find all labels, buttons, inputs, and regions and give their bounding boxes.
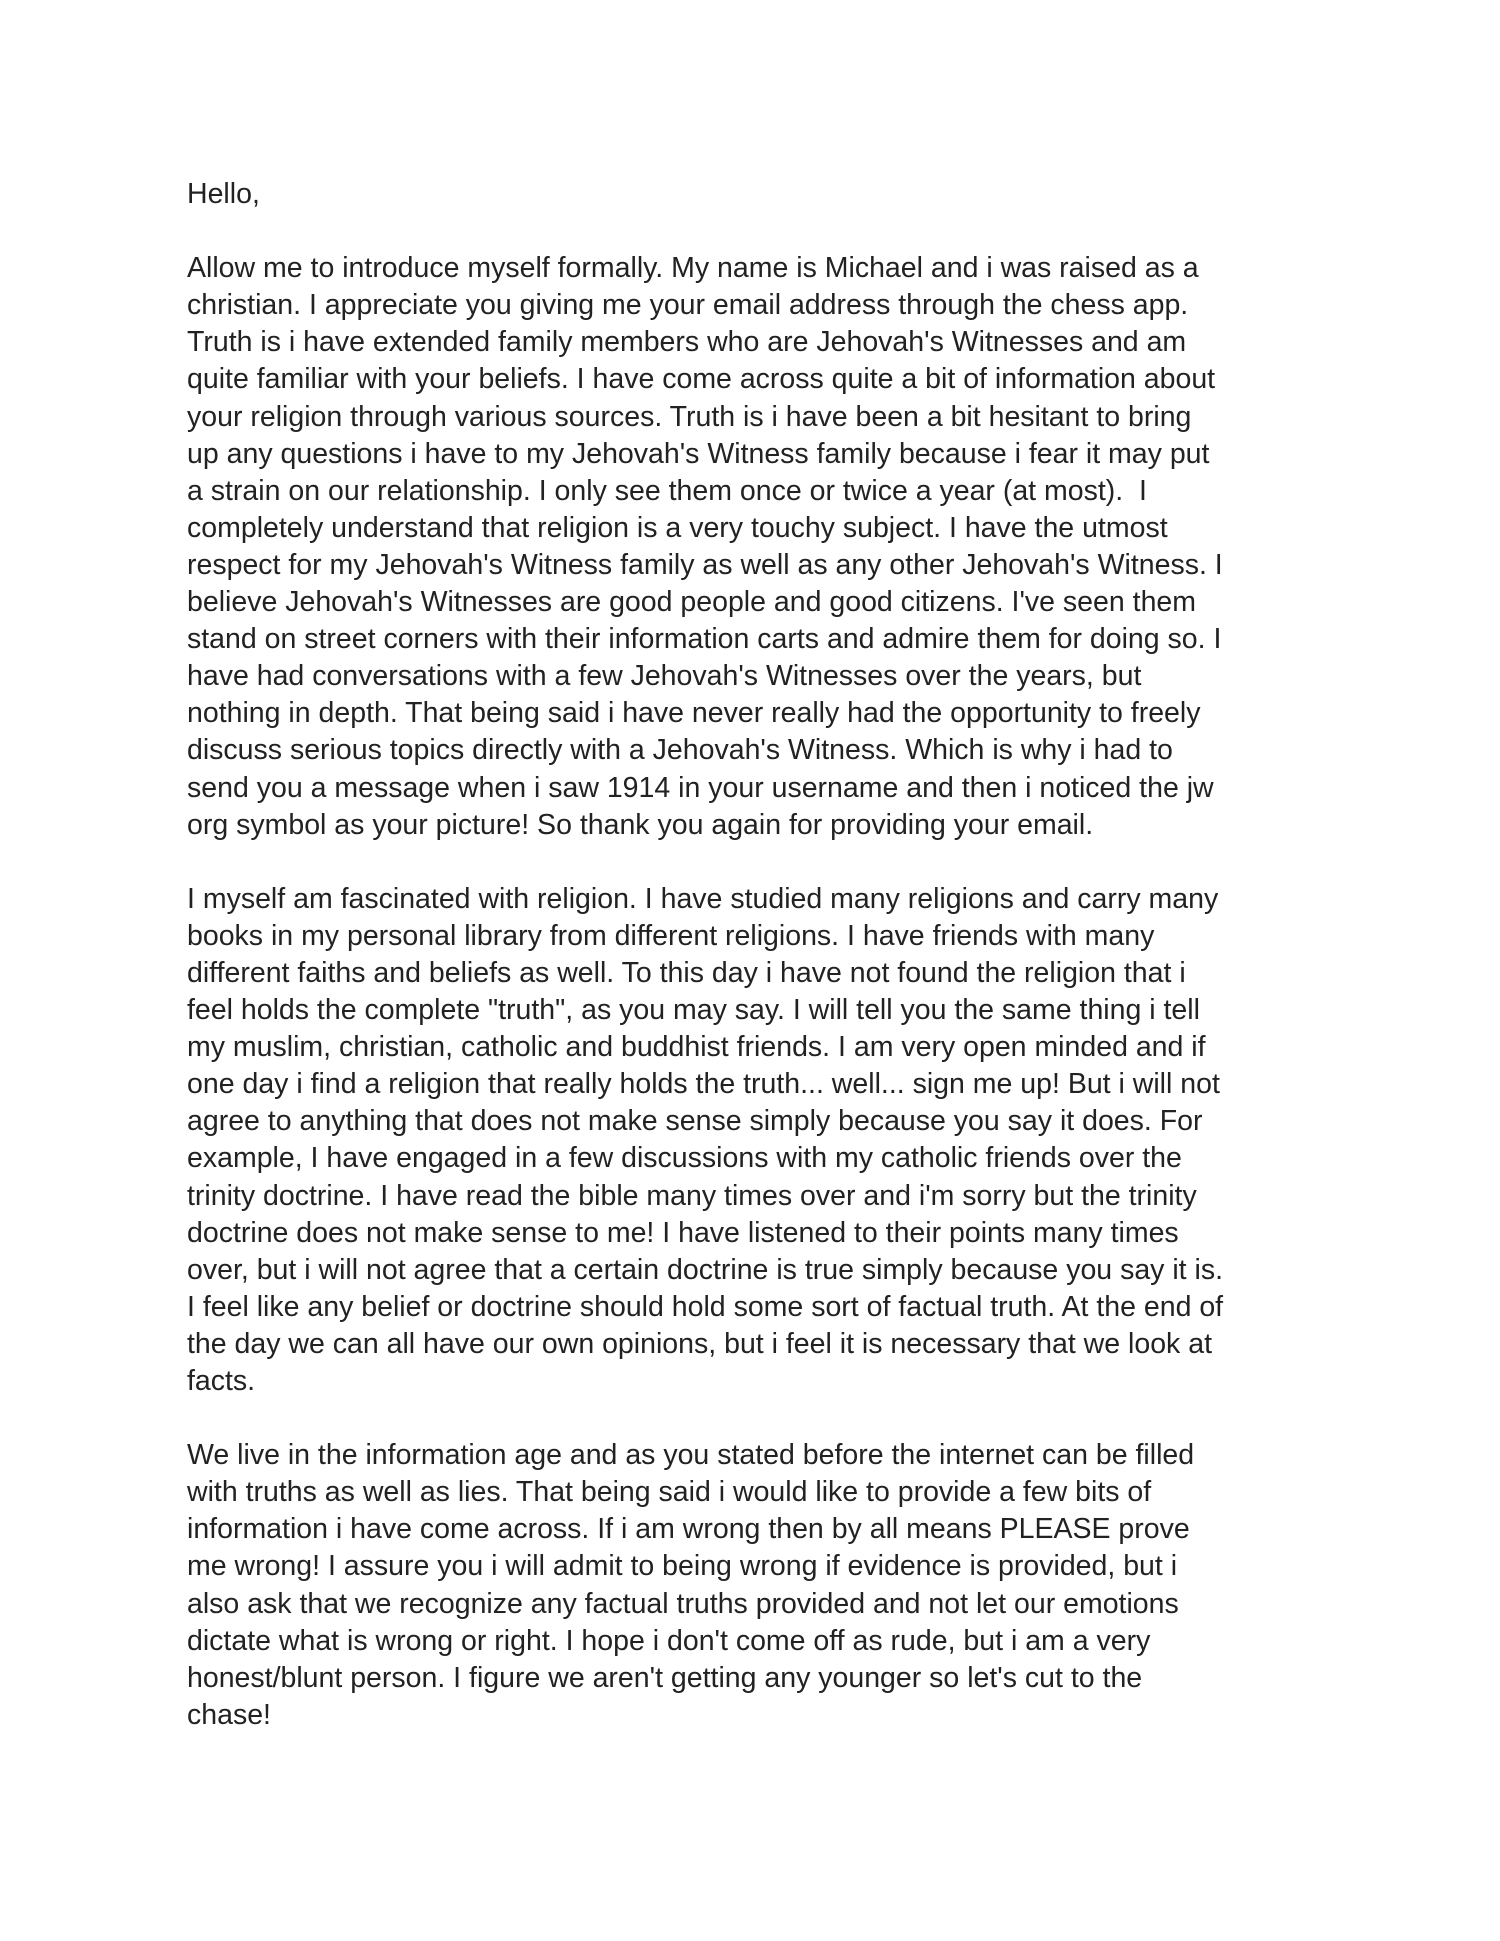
paragraph-line: example, I have engaged in a few discussions with my catholic friends over the (187, 1142, 1182, 1175)
paragraph-line: completely understand that religion is a very touchy subject. I have the utmost (187, 511, 1168, 544)
paragraph-line: Allow me to introduce myself formally. My name is Michael and i was raised as a (187, 252, 1199, 285)
paragraph-line: agree to anything that does not make sense simply because you say it does. For (187, 1105, 1203, 1138)
paragraph-line: information i have come across. If i am wrong then by all means PLEASE prove (187, 1513, 1190, 1546)
paragraph-line: my muslim, christian, catholic and buddhist friends. I am very open minded and if (187, 1031, 1206, 1064)
paragraph-gap (187, 844, 1317, 881)
paragraph-3 (187, 1437, 1317, 1734)
paragraph-line: stand on street corners with their information carts and admire them for doing so. I (187, 623, 1222, 656)
paragraph-line: trinity doctrine. I have read the bible many times over and i'm sorry but the trinity (187, 1179, 1197, 1212)
paragraph-line: a strain on our relationship. I only see them once or twice a year (at most). I (187, 474, 1147, 507)
paragraph-line: up any questions i have to my Jehovah's Witness family because i fear it may put (187, 437, 1210, 470)
paragraph-line: the day we can all have our own opinions, but i feel it is necessary that we look at (187, 1327, 1212, 1360)
paragraph-line: dictate what is wrong or right. I hope i don't come off as rude, but i am a very (187, 1624, 1151, 1657)
paragraph-line: discuss serious topics directly with a Jehovah's Witness. Which is why i had to (187, 734, 1173, 767)
paragraph-gap (187, 1400, 1317, 1437)
paragraph-line: facts. (187, 1365, 256, 1397)
paragraph-2 (187, 881, 1317, 1400)
paragraph-line: I myself am fascinated with religion. I have studied many religions and carry many (187, 882, 1219, 915)
paragraph-line: with truths as well as lies. That being said i would like to provide a few bits of (187, 1476, 1152, 1509)
paragraph-line: We live in the information age and as you stated before the internet can be filled (187, 1439, 1195, 1472)
paragraph-line: over, but i will not agree that a certain doctrine is true simply because you say it is. (187, 1253, 1224, 1286)
paragraph-line: also ask that we recognize any factual truths provided and not let our emotions (187, 1587, 1179, 1620)
paragraph-line: one day i find a religion that really holds the truth... well... sign me up! But i will not (187, 1068, 1220, 1101)
paragraph-line: different faiths and beliefs as well. To this day i have not found the religion that i (187, 956, 1186, 989)
paragraph-line: feel holds the complete "truth", as you may say. I will tell you the same thing i tell (187, 994, 1200, 1027)
paragraph-line: org symbol as your picture! So thank you again for providing your email. (187, 808, 1094, 841)
paragraph-line: believe Jehovah's Witnesses are good people and good citizens. I've seen them (187, 586, 1197, 619)
paragraph-gap (187, 213, 1317, 250)
paragraph-line: have had conversations with a few Jehovah's Witnesses over the years, but (187, 660, 1142, 693)
greeting-line: Hello, (187, 178, 260, 210)
paragraph-line: I feel like any belief or doctrine should hold some sort of factual truth. At the end of (187, 1290, 1224, 1323)
paragraph-line: send you a message when i saw 1914 in your username and then i noticed the jw (187, 771, 1214, 804)
paragraph-line: respect for my Jehovah's Witness family as well as any other Jehovah's Witness. I (187, 548, 1223, 581)
paragraph-line: Truth is i have extended family members who are Jehovah's Witnesses and am (187, 326, 1187, 359)
paragraph-line: christian. I appreciate you giving me your email address through the chess app. (187, 289, 1189, 322)
paragraph-line: nothing in depth. That being said i have never really had the opportunity to freely (187, 697, 1201, 730)
letter-body (187, 176, 1317, 1734)
paragraph-line: your religion through various sources. Truth is i have been a bit hesitant to bring (187, 400, 1192, 433)
paragraph-line: chase! (187, 1698, 271, 1731)
paragraph-line: quite familiar with your beliefs. I have come across quite a bit of information about (187, 363, 1216, 396)
paragraph-line: me wrong! I assure you i will admit to being wrong if evidence is provided, but i (187, 1550, 1178, 1583)
paragraph-line: books in my personal library from different religions. I have friends with many (187, 919, 1155, 952)
paragraph-1 (187, 250, 1317, 844)
paragraph-line: doctrine does not make sense to me! I have listened to their points many times (187, 1216, 1179, 1249)
paragraph-line: honest/blunt person. I figure we aren't getting any younger so let's cut to the (187, 1661, 1143, 1694)
